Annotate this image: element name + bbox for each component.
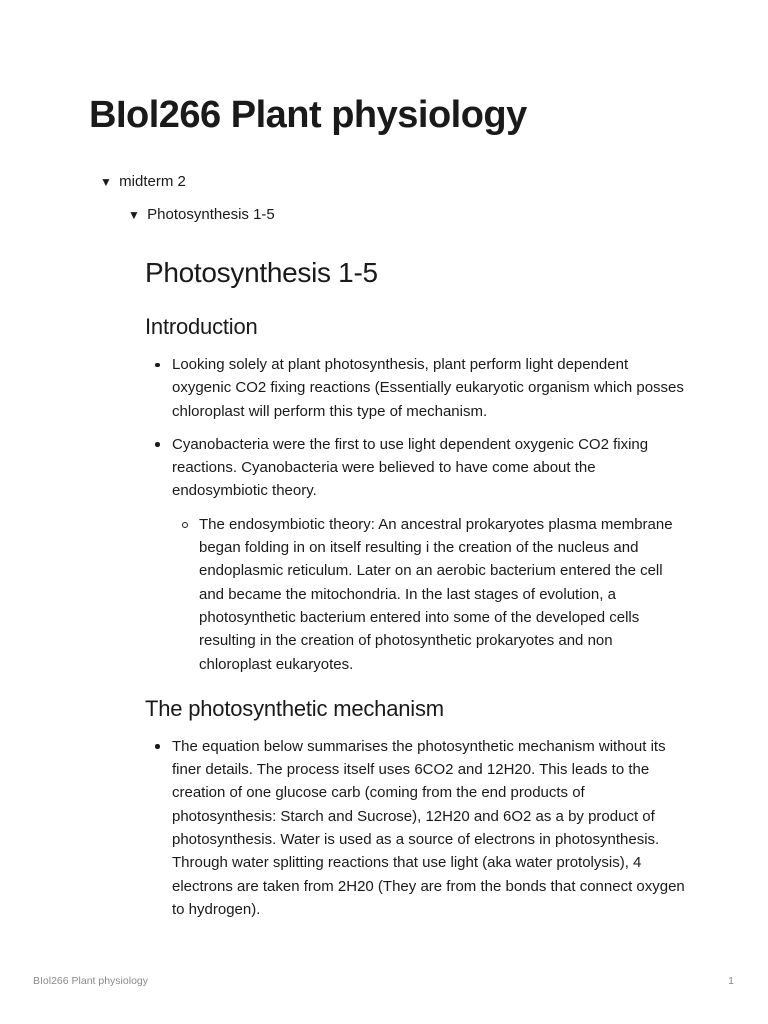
bullet-dot-icon: [155, 442, 160, 447]
toggle-label: midterm 2: [119, 173, 186, 190]
bullet-dot-icon: [155, 363, 160, 368]
section-heading: Photosynthesis 1-5: [145, 257, 378, 288]
toggle-triangle-icon[interactable]: ▼: [100, 175, 112, 189]
list-item-text: Cyanobacteria were the first to use light dependent oxygenic CO2 fixing reactions. Cyanobacteria were believed to have come about the endosymbiotic theory.: [172, 435, 649, 500]
toggle-label: Photosynthesis 1-5: [147, 206, 275, 223]
list-item: [145, 433, 685, 676]
subsection-heading-photosynthetic-mechanism: The photosynthetic mechanism: [145, 695, 444, 721]
bullet-dot-icon: [155, 744, 160, 749]
subsection-heading-introduction: Introduction: [145, 314, 258, 339]
list-item: [145, 735, 685, 921]
hollow-bullet-icon: [182, 522, 188, 528]
footer-page-number: 1: [728, 975, 734, 987]
toggle-photosynthesis-1-5[interactable]: [128, 205, 275, 225]
list-item-text: The equation below summarises the photosynthetic mechanism without its finer details. The process itself uses 6CO2 and 12H20. This leads to the creation of one glucose carb (coming from the end products of photosynthesis: Starch and Sucrose), 12H20 and 6O2 as a by product of photosynthesis. Water is used as a source of electrons in photosynthesis. Through water splitting reactions that use light (aka water protolysis), 4 electrons are taken from 2H20 (They are from the bonds that connect oxygen to hydrogen).: [172, 737, 685, 918]
bullet-list: [145, 353, 685, 676]
bullet-list: [145, 735, 685, 921]
toggle-content: [145, 252, 685, 931]
sub-bullet-list: [172, 513, 685, 676]
list-item-text: Looking solely at plant photosynthesis, plant perform light dependent oxygenic CO2 fixing reactions (Essentially eukaryotic organism which posses chloroplast will perform this type of mechanism.: [172, 356, 684, 420]
toggle-triangle-icon[interactable]: ▼: [128, 208, 140, 222]
sub-list-item: [172, 513, 685, 676]
footer-document-title: BIol266 Plant physiology: [33, 975, 148, 987]
toggle-midterm-2[interactable]: [100, 172, 186, 192]
page-title: BIol266 Plant physiology: [89, 94, 527, 136]
list-item: [145, 353, 685, 423]
sub-list-item-text: The endosymbiotic theory: An ancestral prokaryotes plasma membrane began folding in on itself resulting i the creation of the nucleus and endoplasmic reticulum. Later on an aerobic bacterium entered the cell and became the mitochondria. In the last stages of evolution, a photosynthetic bacterium entered into some of the developed cells resulting in the creation of photosynthetic prokaryotes and non chloroplast eukaryotes.: [199, 515, 673, 673]
